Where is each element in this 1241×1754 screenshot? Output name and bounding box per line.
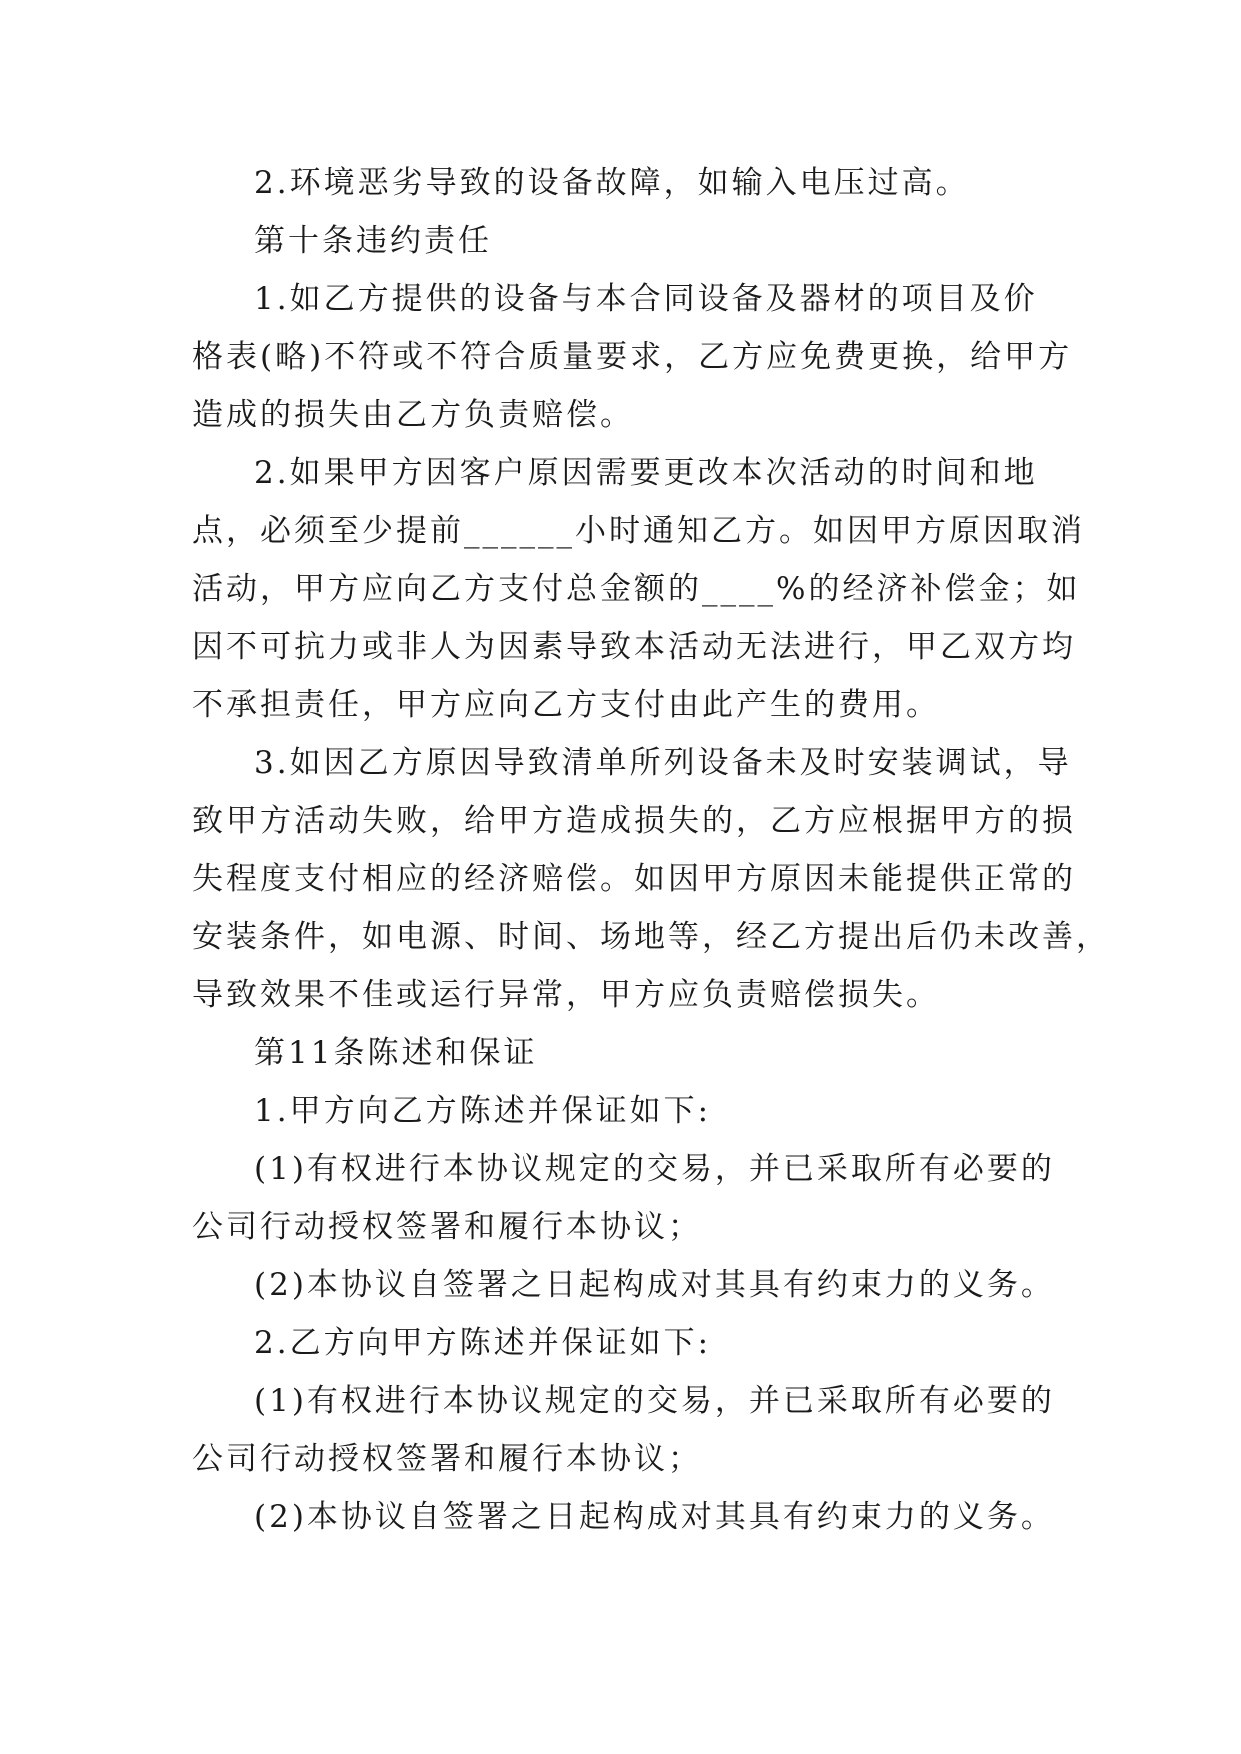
paragraph-line: 格表(略)不符或不符合质量要求，乙方应免费更换，给甲方	[192, 339, 1073, 375]
paragraph-breach-clause-1	[192, 270, 1073, 444]
document-body	[192, 154, 1110, 1546]
paragraph-party-b-representations	[192, 1314, 1050, 1372]
paragraph-party-a-item-1	[192, 1140, 1055, 1256]
paragraph-line: 因不可抗力或非人为因素导致本活动无法进行，甲乙双方均	[192, 629, 1076, 665]
paragraph-line: 1.如乙方提供的设备与本合同设备及器材的项目及价	[254, 281, 1038, 317]
paragraph-line: 3.如因乙方原因导致清单所列设备未及时安装调试，导	[254, 745, 1072, 781]
paragraph-breach-clause-2	[192, 444, 1085, 734]
paragraph-line: (2)本协议自签署之日起构成对其具有约束力的义务。	[254, 1499, 1055, 1535]
paragraph-line: 2.如果甲方因客户原因需要更改本次活动的时间和地	[254, 455, 1038, 491]
paragraph-line: (2)本协议自签署之日起构成对其具有约束力的义务。	[254, 1267, 1055, 1303]
paragraph-line: 造成的损失由乙方负责赔偿。	[192, 397, 634, 433]
paragraph-party-b-item-1	[192, 1372, 1055, 1488]
paragraph-line: 2.环境恶劣导致的设备故障，如输入电压过高。	[254, 165, 970, 201]
section-heading-text: 第11条陈述和保证	[254, 1035, 538, 1071]
paragraph-party-b-item-2	[192, 1488, 1055, 1546]
paragraph-party-a-item-2	[192, 1256, 1055, 1314]
paragraph-line: 不承担责任，甲方应向乙方支付由此产生的费用。	[192, 687, 940, 723]
paragraph-line: 点，必须至少提前______小时通知乙方。如因甲方原因取消	[192, 513, 1085, 549]
paragraph-line: 导致效果不佳或运行异常，甲方应负责赔偿损失。	[192, 977, 940, 1013]
section-heading-article-11	[192, 1024, 1050, 1082]
paragraph-line: 公司行动授权签署和履行本协议；	[192, 1209, 702, 1245]
paragraph-breach-clause-3	[192, 734, 1110, 1024]
paragraph-line: 失程度支付相应的经济赔偿。如因甲方原因未能提供正常的	[192, 861, 1076, 897]
paragraph-line: 致甲方活动失败，给甲方造成损失的，乙方应根据甲方的损	[192, 803, 1076, 839]
paragraph-line: 活动，甲方应向乙方支付总金额的____%的经济补偿金；如	[192, 571, 1081, 607]
paragraph-equipment-failure-clause	[192, 154, 1050, 212]
paragraph-line: (1)有权进行本协议规定的交易，并已采取所有必要的	[254, 1383, 1055, 1419]
paragraph-party-a-representations	[192, 1082, 1050, 1140]
section-heading-article-10	[192, 212, 1050, 270]
paragraph-line: 安装条件，如电源、时间、场地等，经乙方提出后仍未改善，	[192, 919, 1110, 955]
paragraph-line: (1)有权进行本协议规定的交易，并已采取所有必要的	[254, 1151, 1055, 1187]
paragraph-line: 公司行动授权签署和履行本协议；	[192, 1441, 702, 1477]
paragraph-line: 1.甲方向乙方陈述并保证如下:	[254, 1093, 712, 1129]
paragraph-line: 2.乙方向甲方陈述并保证如下:	[254, 1325, 712, 1361]
section-heading-text: 第十条违约责任	[254, 223, 492, 259]
